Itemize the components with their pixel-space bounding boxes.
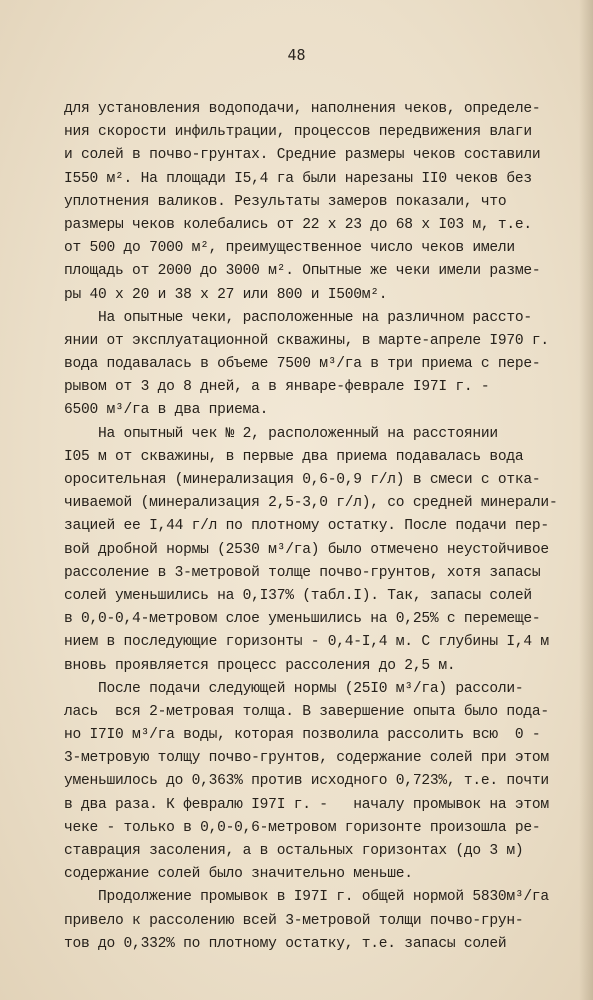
text-line: вой дробной нормы (2530 м³/га) было отмечено неустойчивое: [64, 541, 549, 558]
text-line: ставрация засоления, а в остальных горизонтах (до 3 м): [64, 843, 524, 859]
page-number: 48: [287, 46, 306, 64]
text-line: уплотнения валиков. Результаты замеров показали, что: [64, 193, 507, 210]
text-line: чеке - только в 0,0-0,6-метровом горизонте произошла ре-: [64, 819, 541, 836]
text-line: оросительная (минерализация 0,6-0,9 г/л) в смеси с отка-: [64, 472, 541, 488]
text-line: от 500 до 7000 м², преимущественное число чеков имели: [64, 240, 515, 257]
text-line: для установления водоподачи, наполнения чеков, определе-: [64, 101, 541, 117]
text-line: лась вся 2-метровая толща. В завершение опыта было пода-: [64, 703, 549, 720]
text-line: рывом от 3 до 8 дней, а в январе-феврале I97I г. -: [64, 379, 490, 396]
text-line: размеры чеков колебались от 22 х 23 до 68 х I03 м, т.е.: [64, 216, 532, 233]
text-line: зацией ее I,44 г/л по плотному остатку. После подачи пер-: [64, 518, 549, 535]
text-line: янии от эксплуатационной скважины, в марте-апреле I970 г.: [64, 332, 549, 349]
text-line: После подачи следующей нормы (25I0 м³/га) рассоли-: [64, 680, 524, 697]
text-line: содержание солей было значительно меньше.: [64, 866, 413, 883]
text-line: На опытные чеки, расположенные на различном рассто-: [64, 309, 532, 326]
text-line: солей уменьшились на 0,I37% (табл.I). Так, запасы солей: [64, 587, 532, 604]
text-line: вода подавалась в объеме 7500 м³/га в три приема с пере-: [64, 356, 541, 373]
text-line: ния скорости инфильтрации, процессов передвижения влаги: [64, 124, 532, 141]
text-line: привело к рассолению всей 3-метровой толщи почво-грун-: [64, 912, 524, 929]
page-edge-shadow: [579, 0, 593, 1000]
text-line: но I7I0 м³/га воды, которая позволила рассолить всю 0 -: [64, 727, 541, 744]
text-line: нием в последующие горизонты - 0,4-I,4 м. С глубины I,4 м: [64, 634, 549, 651]
text-line: I05 м от скважины, в первые два приема подавалась вода: [64, 448, 524, 465]
text-line: 3-метровую толщу почво-грунтов, содержание солей при этом: [64, 750, 549, 767]
text-line: уменьшилось до 0,363% против исходного 0,723%, т.е. почти: [64, 773, 549, 790]
text-line: I550 м². На площади I5,4 га были нарезаны II0 чеков без: [64, 170, 532, 187]
text-line: чиваемой (минерализация 2,5-3,0 г/л), со средней минерали-: [64, 495, 558, 512]
text-line: в 0,0-0,4-метровом слое уменьшились на 0,25% с перемеще-: [64, 611, 541, 628]
text-line: Продолжение промывок в I97I г. общей нормой 5830м³/га: [64, 889, 549, 906]
text-line: На опытный чек № 2, расположенный на расстоянии: [64, 425, 498, 442]
text-line: 6500 м³/га в два приема.: [64, 402, 269, 419]
text-line: рассоление в 3-метровой толще почво-грунтов, хотя запасы: [64, 564, 541, 581]
text-line: в два раза. К февралю I97I г. - началу промывок на этом: [64, 796, 549, 813]
text-line: вновь проявляется процесс рассоления до 2,5 м.: [64, 657, 456, 674]
text-line: площадь от 2000 до 3000 м². Опытные же чеки имели разме-: [64, 263, 541, 280]
text-line: ры 40 х 20 и 38 х 27 или 800 и I500м².: [64, 286, 388, 303]
body-text: [64, 98, 558, 956]
text-line: тов до 0,332% по плотному остатку, т.е. запасы солей: [64, 935, 507, 952]
text-line: и солей в почво-грунтах. Средние размеры чеков составили: [64, 147, 541, 164]
